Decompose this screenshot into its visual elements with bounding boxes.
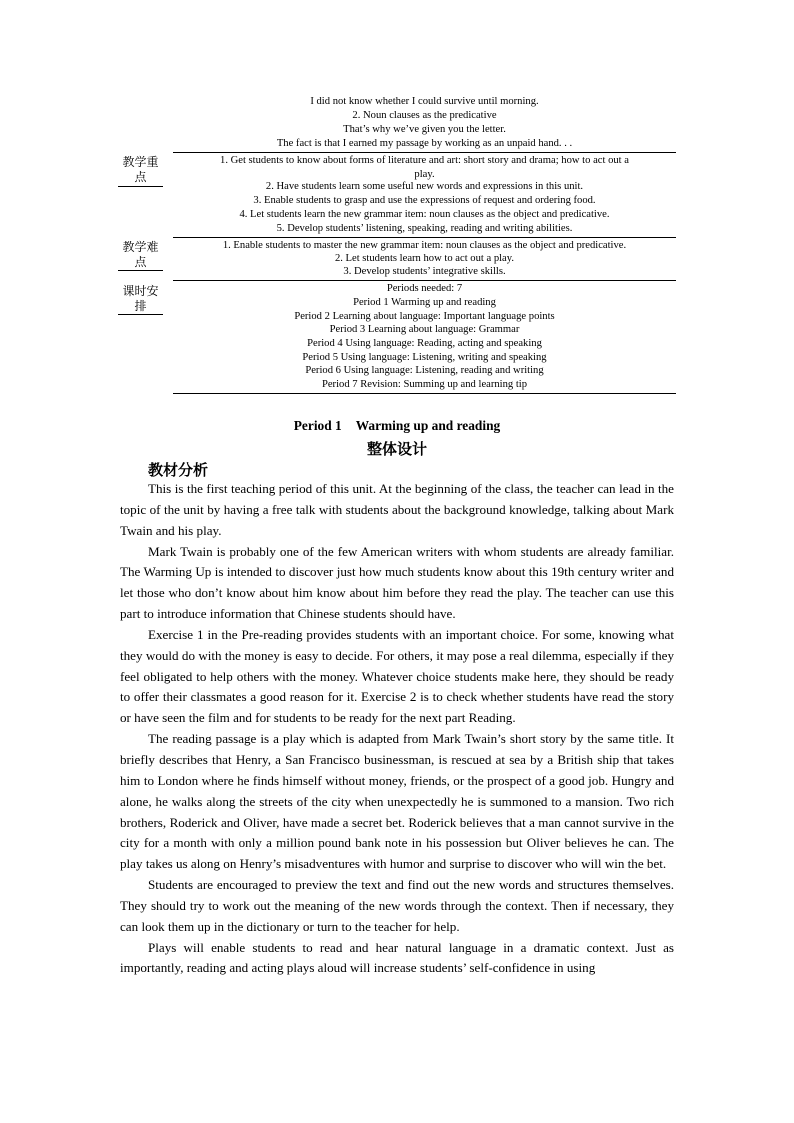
paragraph: Students are encouraged to preview the text and find out the new words and structures themselves. They should try to work out the meaning of the new words through the context. Then if necessary, they can look them up in the dictionary or turn to the teacher for help. bbox=[120, 877, 674, 934]
schedule-item: Period 6 Using language: Listening, reading and writing bbox=[305, 365, 544, 376]
schedule-item: Period 3 Learning about language: Grammar bbox=[329, 324, 520, 335]
difficult-point-item: 1. Enable students to master the new grammar item: noun clauses as the object and predicative. bbox=[222, 240, 627, 251]
schedule-item: Period 4 Using language: Reading, acting and speaking bbox=[307, 338, 542, 349]
key-point-item: 2. Have students learn some useful new words and expressions in this unit. bbox=[265, 181, 584, 192]
key-points-label: 教学重点 bbox=[122, 155, 159, 184]
key-point-item: play. bbox=[414, 169, 435, 180]
key-point-item: 1. Get students to know about forms of literature and art: short story and drama; how to act out a bbox=[220, 155, 629, 166]
paragraph: Plays will enable students to read and hear natural language in a dramatic context. Just as importantly, reading and acting plays aloud will increase students’ self-confidence in using bbox=[120, 939, 674, 976]
period-number: Period 1 bbox=[293, 418, 342, 433]
key-point-item: 4. Let students learn the new grammar item: noun clauses as the object and predicative. bbox=[239, 209, 610, 220]
table-rule bbox=[173, 152, 676, 153]
label-underline bbox=[118, 270, 163, 271]
label-underline bbox=[118, 186, 163, 187]
analysis-body bbox=[120, 479, 674, 979]
design-title: 整体设计 bbox=[366, 440, 427, 458]
section-title: 教材分析 bbox=[148, 461, 209, 479]
paragraph: This is the first teaching period of this unit. At the beginning of the class, the teacher can lead in the topic of the unit by having a free talk with students about the background knowledge, talking about Mark Twain and his play. bbox=[120, 481, 674, 538]
schedule-item: Period 7 Revision: Summing up and learning tip bbox=[321, 379, 528, 390]
difficult-point-item: 3. Develop students’ integrative skills. bbox=[343, 266, 506, 277]
schedule-item: Periods needed: 7 bbox=[386, 283, 463, 294]
schedule-item: Period 5 Using language: Listening, writing and speaking bbox=[302, 352, 547, 363]
table-rule bbox=[173, 237, 676, 238]
table-bottom-rule bbox=[173, 393, 676, 394]
difficult-point-item: 2. Let students learn how to act out a play. bbox=[334, 253, 515, 264]
paragraph: Exercise 1 in the Pre-reading provides students with an important choice. For some, knowing what they would do with the money is easy to decide. For others, it may pose a real dilemma, especially if they feel obligated to help others with the money. Whatever choice students make here, they should be ready to offer their classmates a good reason for it. Exercise 2 is to check whether students have read the story or have seen the film and for students to be ready for the next part Reading. bbox=[120, 626, 674, 726]
schedule-label: 课时安排 bbox=[122, 284, 159, 313]
paragraph: Mark Twain is probably one of the few American writers with whom students are already familiar. The Warming Up is intended to discover just how much students know about this 19th century writer and let those who don’t know about him know about him before they read the play. The teacher can use this part to introduce information that Chinese students should have. bbox=[120, 543, 674, 622]
objective-line: That’s why we’ve given you the letter. bbox=[343, 124, 506, 135]
key-point-item: 3. Enable students to grasp and use the expressions of request and ordering food. bbox=[253, 195, 596, 206]
schedule-item: Period 2 Learning about language: Important language points bbox=[294, 311, 555, 322]
schedule-item: Period 1 Warming up and reading bbox=[353, 297, 496, 308]
period-title bbox=[0, 418, 794, 434]
objective-line: I did not know whether I could survive until morning. bbox=[310, 96, 539, 107]
difficult-points-label: 教学难点 bbox=[122, 240, 159, 269]
objective-line: 2. Noun clauses as the predicative bbox=[352, 110, 497, 121]
paragraph: The reading passage is a play which is adapted from Mark Twain’s short story by the same title. It briefly describes that Henry, a San Francisco businessman, is rescued at sea by a British ship that takes him to London where he finds himself without money, friends, or the prospect of a good job. Hungry and alone, he walks along the streets of the city when unexpectedly he is summoned to a mansion. Two rich brothers, Roderick and Oliver, have made a secret bet. Roderick believes that a man cannot survive in the city for a month with only a million pound bank note in his possession but Oliver believes he can. The play takes us along on Henry’s misadventures with humor and surprise to discover who will win the bet. bbox=[120, 731, 674, 872]
label-underline bbox=[118, 314, 163, 315]
period-name: Warming up and reading bbox=[355, 418, 501, 433]
key-point-item: 5. Develop students’ listening, speaking, reading and writing abilities. bbox=[276, 223, 573, 234]
table-rule bbox=[173, 280, 676, 281]
objective-line: The fact is that I earned my passage by working as an unpaid hand. . . bbox=[276, 138, 573, 149]
